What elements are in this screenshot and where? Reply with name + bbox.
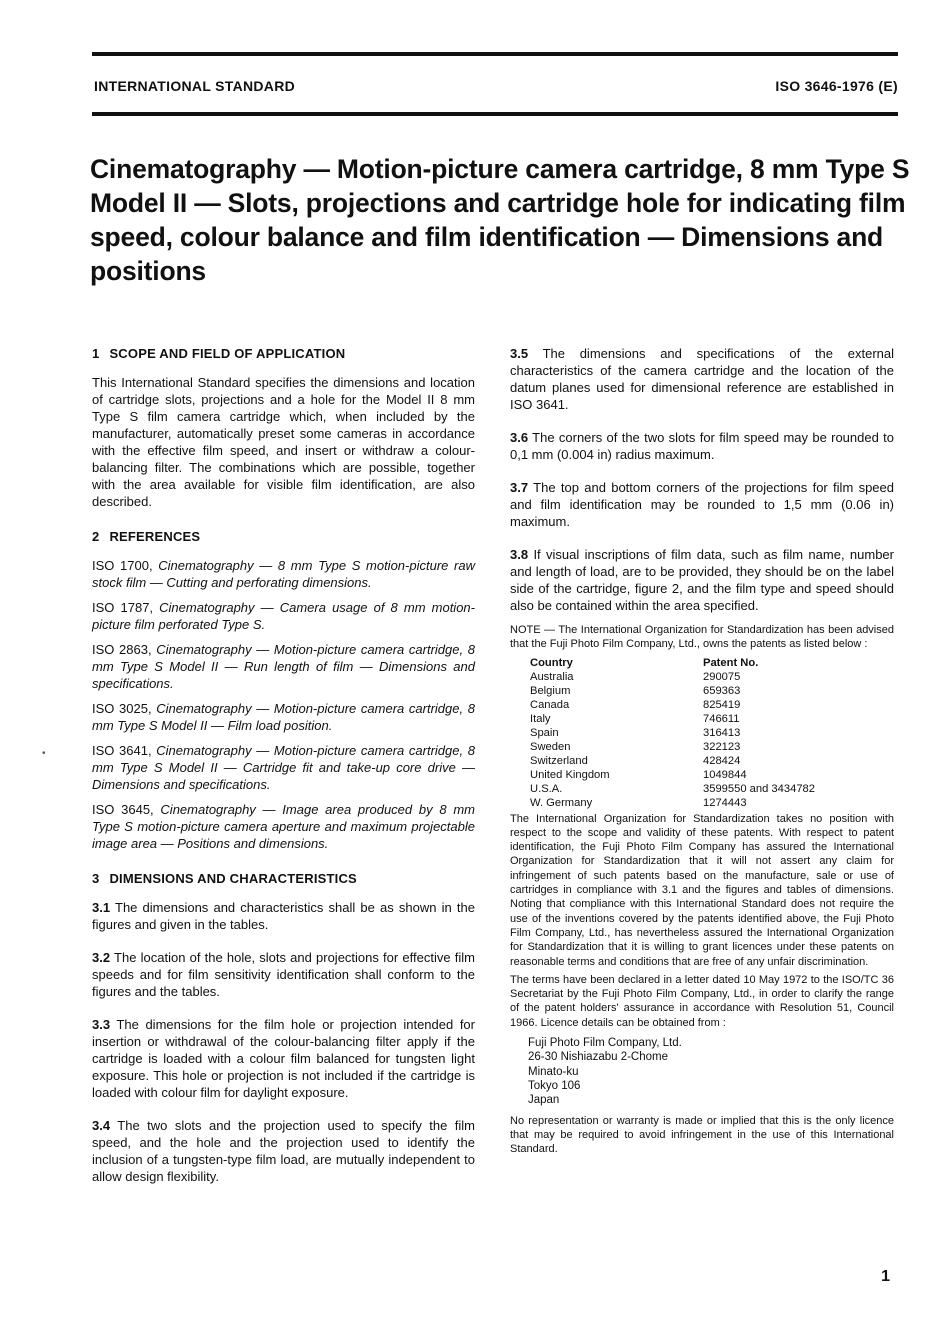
header-standard-label: INTERNATIONAL STANDARD bbox=[94, 78, 296, 94]
address-line: 26-30 Nishiazabu 2-Chome bbox=[528, 1051, 668, 1064]
table-row bbox=[530, 684, 815, 698]
address-line: Japan bbox=[528, 1094, 560, 1107]
clause-3-1: 3.1 The dimensions and characteristics shall be as shown in the figures and given in the tables. bbox=[92, 900, 475, 932]
address-line: Tokyo 106 bbox=[528, 1079, 581, 1092]
address-line: Fuji Photo Film Company, Ltd. bbox=[528, 1037, 682, 1050]
reference-item: ISO 3641, Cinematography — Motion-picture camera cartridge, 8 mm Type S Model II — Cartridge fit and take-up core drive — Dimensions and specifications. bbox=[92, 743, 475, 792]
reference-item: ISO 1787, Cinematography — Camera usage of 8 mm motion-picture film perforated Type S. bbox=[92, 600, 475, 632]
clause-3-5: 3.5 The dimensions and specifications of the external characteristics of the camera cartridge and the location of the datum planes used for dimensional reference are established in ISO 3641. bbox=[510, 346, 894, 412]
reference-item: ISO 3645, Cinematography — Image area produced by 8 mm Type S motion-picture camera aperture and maximum projectable image area — Positions and dimensions. bbox=[92, 802, 475, 851]
table-row bbox=[530, 726, 815, 740]
country-cell: Belgium bbox=[530, 684, 571, 697]
patent-table bbox=[530, 656, 815, 810]
patent-position-paragraph: The International Organization for Standardization takes no position with respect to the scope and validity of these patents. With respect to patent identification, the Fuji Photo Film Company has assured the International Organization for Standardization that it will not assert any claim for infringement of such patents based on the manufacture, sale or use of cartridges in compliance with 3.1 and the figures and tables of dimensions. Noting that compliance with this International Standard does not require the use of the inventions covered by the patents identified above, the Fuji Photo Film Company, Ltd., has nevertheless assured the International Organization for Standardization that it is willing to grant licences under these patents on reasonable terms and conditions that are free of any unfair discrimination. bbox=[510, 812, 894, 968]
clause-3-6: 3.6 The corners of the two slots for film speed may be rounded to 0,1 mm (0.004 in) radius maximum. bbox=[510, 430, 894, 462]
clause-3-4: 3.4 The two slots and the projection used to specify the film speed, and the hole and the projection used to identify the inclusion of a tungsten-type film load, are mutually independent to allow design flexibility. bbox=[92, 1118, 475, 1184]
right-column bbox=[510, 345, 894, 1160]
patent-cell: 1049844 bbox=[703, 768, 747, 781]
no-warranty-paragraph: No representation or warranty is made or implied that this is the only licence that may be required to avoid infringement in the use of this International Standard. bbox=[510, 1114, 894, 1156]
document-title: Cinematography — Motion-picture camera cartridge, 8 mm Type S Model II — Slots, projections and cartridge hole for indicating film speed, colour balance and film identification — Dimensions and positions bbox=[90, 154, 910, 286]
patent-cell: 316413 bbox=[703, 726, 741, 739]
country-cell: Italy bbox=[530, 712, 551, 725]
country-cell: Switzerland bbox=[530, 754, 588, 767]
patent-cell: 3599550 and 3434782 bbox=[703, 782, 815, 795]
section-heading: 1 SCOPE AND FIELD OF APPLICATION bbox=[92, 346, 346, 361]
clause-3-3: 3.3 The dimensions for the film hole or projection intended for insertion or withdrawal of the colour-balancing filter apply if the cartridge is loaded with a colour film balanced for tungsten light exposure. This hole or projection is not included if the cartridge is loaded with colour film for daylight exposure. bbox=[92, 1017, 475, 1100]
column-header-country: Country bbox=[530, 656, 573, 669]
clause-3-7: 3.7 The top and bottom corners of the projections for film speed and film identification may be rounded to 1,5 mm (0.06 in) maximum. bbox=[510, 480, 894, 529]
patent-cell: 1274443 bbox=[703, 796, 747, 809]
table-row bbox=[530, 740, 815, 754]
patent-cell: 322123 bbox=[703, 740, 741, 753]
margin-mark: • bbox=[42, 748, 46, 759]
table-row bbox=[530, 754, 815, 768]
section-scope bbox=[92, 345, 475, 510]
header-bottom-rule bbox=[92, 112, 898, 116]
left-column bbox=[92, 345, 475, 1203]
table-row bbox=[530, 768, 815, 782]
table-row bbox=[530, 782, 815, 796]
country-cell: United Kingdom bbox=[530, 768, 610, 781]
country-cell: Sweden bbox=[530, 740, 571, 753]
country-cell: Australia bbox=[530, 670, 574, 683]
section-heading: 3 DIMENSIONS AND CHARACTERISTICS bbox=[92, 871, 357, 886]
patent-table-header bbox=[530, 656, 815, 670]
country-cell: U.S.A. bbox=[530, 782, 563, 795]
table-row bbox=[530, 712, 815, 726]
country-cell: Canada bbox=[530, 698, 570, 711]
section-heading: 2 REFERENCES bbox=[92, 529, 201, 544]
patent-cell: 746611 bbox=[703, 712, 740, 725]
section-references bbox=[92, 528, 475, 852]
header-top-rule bbox=[92, 52, 898, 56]
licence-terms-paragraph: The terms have been declared in a letter dated 10 May 1972 to the ISO/TC 36 Secretariat by the Fuji Photo Film Company, Ltd., in order to clarify the range of the patent holders' assurance in accordance with Resolution 51, Council 1966. Licence details can be obtained from : bbox=[510, 973, 894, 1029]
address-line: Minato-ku bbox=[528, 1065, 579, 1078]
patent-cell: 659363 bbox=[703, 684, 741, 697]
patent-note-intro: NOTE — The International Organization for Standardization has been advised that the Fuji Photo Film Company, Ltd., owns the patents as listed below : bbox=[510, 624, 894, 651]
page-number: 1 bbox=[881, 1268, 890, 1285]
reference-item: ISO 1700, Cinematography — 8 mm Type S motion-picture raw stock film — Cutting and perforating dimensions. bbox=[92, 558, 475, 590]
scope-paragraph: This International Standard specifies the dimensions and location of cartridge slots, projections and a hole for the Model II 8 mm Type S film camera cartridge which, when included by the manufacturer, automatically preset some cameras in accordance with the effective film speed, and insert or withdraw a colour-balancing filter. The combinations which are possible, together with the area available for visible film identification, are also described. bbox=[92, 375, 475, 509]
reference-item: ISO 2863, Cinematography — Motion-picture camera cartridge, 8 mm Type S Model II — Run length of film — Dimensions and specifications. bbox=[92, 642, 475, 691]
section-dimensions bbox=[92, 870, 475, 1185]
table-row bbox=[530, 670, 815, 684]
patent-cell: 825419 bbox=[703, 698, 741, 711]
licence-address bbox=[528, 1036, 894, 1107]
clause-3-8: 3.8 If visual inscriptions of film data, such as film name, number and length of load, are to be provided, they should be on the label side of the cartridge, figure 2, and the film type and speed should also be contained within the area specified. bbox=[510, 547, 894, 613]
column-header-patent: Patent No. bbox=[703, 656, 759, 669]
table-row bbox=[530, 698, 815, 712]
patent-cell: 428424 bbox=[703, 754, 741, 767]
reference-item: ISO 3025, Cinematography — Motion-picture camera cartridge, 8 mm Type S Model II — Film load position. bbox=[92, 701, 475, 733]
country-cell: W. Germany bbox=[530, 796, 593, 809]
header-document-id: ISO 3646-1976 (E) bbox=[775, 78, 898, 94]
clause-3-2: 3.2 The location of the hole, slots and projections for effective film speeds and for film sensitivity identification shall conform to the figures and the tables. bbox=[92, 950, 475, 999]
country-cell: Spain bbox=[530, 726, 559, 739]
patent-cell: 290075 bbox=[703, 670, 741, 683]
table-row bbox=[530, 796, 815, 810]
